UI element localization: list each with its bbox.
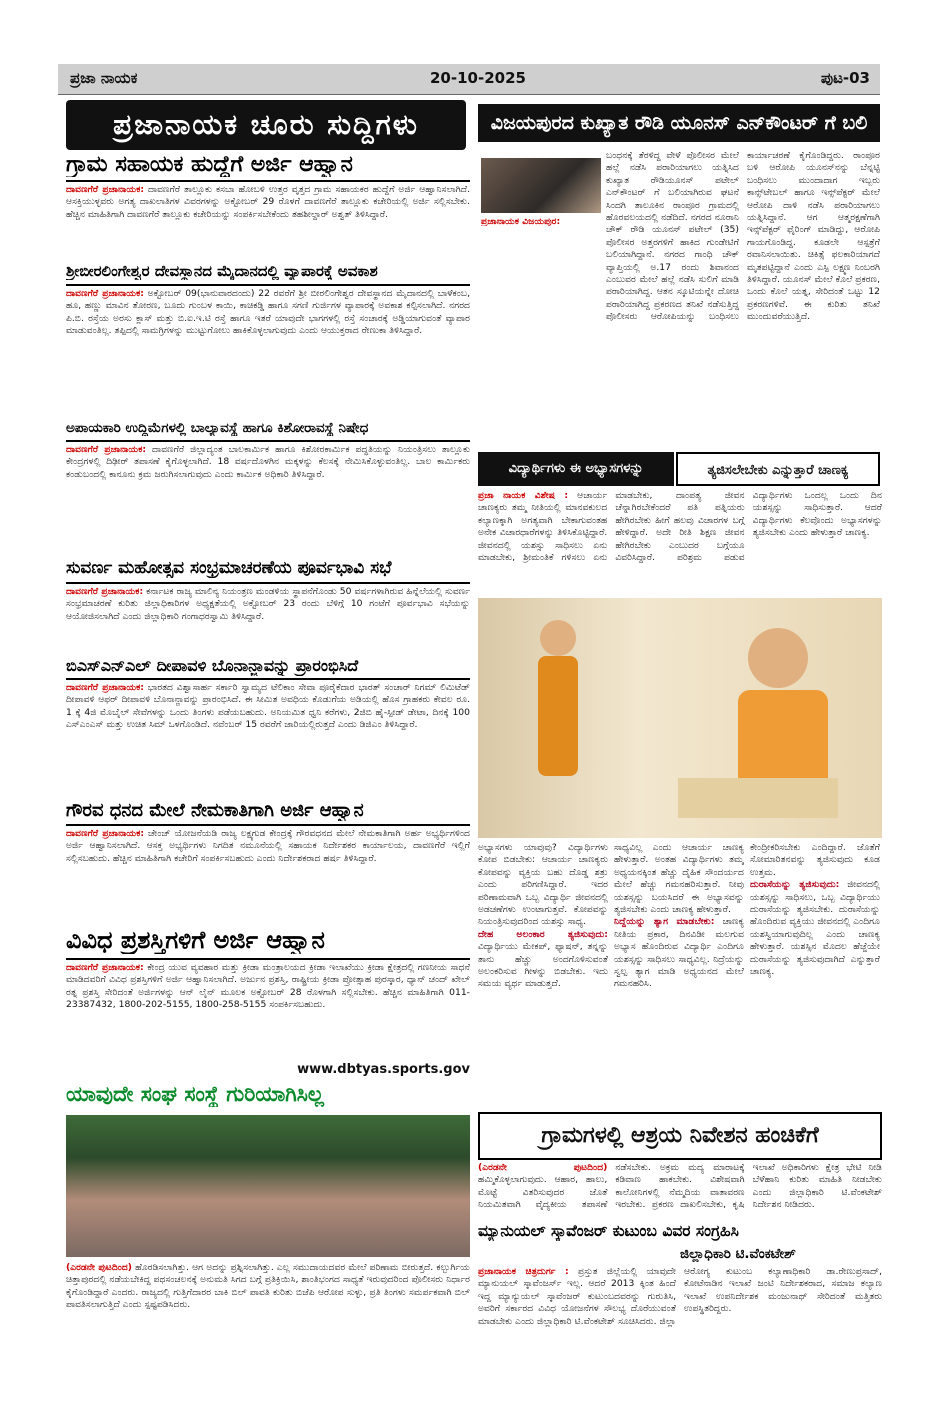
dateline: ದಾವಣಗೆರೆ ಪ್ರಜಾನಾಯಕ: bbox=[66, 682, 144, 693]
chanakya-banner-part2: ತ್ಯಜಿಸಲೇಬೇಕು ಎನ್ನುತ್ತಾರೆ ಚಾಣಕ್ಯ bbox=[676, 452, 880, 486]
divider bbox=[66, 582, 470, 584]
divider bbox=[66, 284, 470, 286]
manual-body bbox=[478, 1266, 882, 1358]
dateline: (ಎರಡನೇ ಪುಟದಿಂದ) bbox=[478, 1162, 608, 1173]
article-body bbox=[481, 216, 601, 226]
article-text: ದಾವಣಗೆರೆ ತಾಲ್ಲೂಕು ಕಸಬಾ ಹೋಬಳಿ ಉತ್ತರ ವೃತ್ತದ ಗ್ರಾಮ ಸಹಾಯಕರ ಹುದ್ದೆಗೆ ಅರ್ಜಿ ಆಹ್ವಾನಿಸಲಾಗಿದೆ. ಆಸಕ್ತಿಯುಳ್ಳವರು ಅಗತ್ಯ ದಾಖಲಾತಿಗಳ ವಿವರಗಳನ್ನು ಅಕ್ಟೋಬರ್ 29 ರೊಳಗೆ ದಾವಣಗೆರೆ ತಾಲ್ಲೂಕು ಕಚೇರಿಯಲ್ಲಿ ಅರ್ಜಿ ಸಲ್ಲಿಸಬೇಕು. ಹೆಚ್ಚಿನ ಮಾಹಿತಿಗಾಗಿ ದಾವಣಗೆರೆ ತಾಲ್ಲೂಕು ಕಚೇರಿಯನ್ನು ಸಂಪರ್ಕಿಸಬೇಕೆಂದು ತಹಶೀಲ್ದಾರ್ ಅಶ್ವತ್ ತಿಳಿಸಿದ್ದಾರೆ. bbox=[66, 184, 470, 220]
village-headline: ಗ್ರಾಮಗಳಲ್ಲಿ ಆಶ್ರಯ ನಿವೇಶನ ಹಂಚಿಕೆಗೆ bbox=[478, 1112, 882, 1160]
chanakya-banner-part1: ವಿದ್ಯಾರ್ಥಿಗಳು ಈ ಅಭ್ಯಾಸಗಳನ್ನು bbox=[478, 452, 674, 486]
article-headline: ಗ್ರಾಮ ಸಹಾಯಕ ಹುದ್ದೆಗೆ ಅರ್ಜಿ ಆಹ್ವಾನ bbox=[66, 152, 353, 177]
article-text: ಕರ್ನಾಟಕ ರಾಜ್ಯ ಮಾಲಿನ್ಯ ನಿಯಂತ್ರಣ ಮಂಡಳಿಯ ಸ್ಥಾಪನೆಗೊಂಡು 50 ವರ್ಷಗಳಾಗಿರುವ ಹಿನ್ನೆಲೆಯಲ್ಲಿ ಸುವರ್ಣ ಸಂಭ್ರಮಾಚರಣೆ ಕುರಿತು ಜಿಲ್ಲಾಧಿಕಾರಿಗಳ ಅಧ್ಯಕ್ಷತೆಯಲ್ಲಿ ಅಕ್ಟೋಬರ್ 23 ರಂದು ಬೆಳಿಗ್ಗೆ 10 ಗಂಟೆಗೆ ಪೂರ್ವಭಾವಿ ಸಭೆಯನ್ನು ಆಯೋಜಿಸಲಾಗಿದೆ ಎಂದು ಜಿಲ್ಲಾಧಿಕಾರಿ ಗಂಗಾಧರಸ್ವಾಮಿ ತಿಳಿಸಿದ್ದಾರೆ. bbox=[66, 586, 470, 622]
article-body bbox=[66, 682, 470, 794]
chanakya-column-3 bbox=[750, 842, 880, 1104]
article-body bbox=[66, 444, 470, 552]
article-text: ಚಾಣಕ್ಯ ನೀತಿಯ ಪ್ರಕಾರ, ದಿನವಿಡೀ ಮಲಗುವ ಅಭ್ಯಾಸ ಹೊಂದಿರುವ ವಿದ್ಯಾರ್ಥಿ ಎಂದಿಗೂ ಯಶಸ್ಸನ್ನು ಸಾಧಿಸಲು ಸಾಧ್ಯವಿಲ್ಲ. ನಿದ್ರೆಯನ್ನು ಸ್ವಲ್ಪ ತ್ಯಾಗ ಮಾಡಿ ಅಧ್ಯಯನದ ಮೇಲೆ ಗಮನಹರಿಸಿ. bbox=[614, 916, 744, 990]
divider bbox=[66, 180, 470, 182]
chanakya-illustration bbox=[478, 598, 882, 838]
subheading: ನಿದ್ದೆಯನ್ನು ತ್ಯಾಗ ಮಾಡಬೇಕು: bbox=[614, 916, 715, 928]
article-body bbox=[66, 184, 470, 250]
article-text: ಆಚಾರ್ಯ ಚಾಣಕ್ಯರು ತಮ್ಮ ನೀತಿಯಲ್ಲಿ ಮಾನವಕುಲದ ಕಲ್ಯಾಣಕ್ಕಾಗಿ ಅಗತ್ಯವಾಗಿ ಬೇಕಾಗುವಂತಹ ಅನೇಕ ವಿಚಾರಧಾರೆಗಳನ್ನು ತಿಳಿಸಿಕೊಟ್ಟಿದ್ದಾರೆ. ಜೀವನದಲ್ಲಿ ಯಶಸ್ಸು ಸಾಧಿಸಲು ಏನು ಮಾಡಬೇಕು, ಶ್ರೀಮಂತಿಕೆ ಗಳಿಸಲು ಏನು ಮಾಡಬೇಕು, ದಾಂಪತ್ಯ ಜೀವನ ಚೆನ್ನಾಗಿರಬೇಕೆಂದರೆ ಪತಿ ಪತ್ನಿಯರು ಹೇಗಿರಬೇಕು ಹೀಗೆ ಹಲವು ವಿಚಾರಗಳ ಬಗ್ಗೆ ಹೇಳಿದ್ದಾರೆ. ಅದೇ ರೀತಿ ಶಿಕ್ಷಣ ಜೀವನ ಹೇಗಿರಬೇಕು ಎಂಬುದರ ಬಗ್ಗೆಯೂ ವಿವರಿಸಿದ್ದಾರೆ. ಪರಿಶ್ರಮ ಪಡುವ ವಿದ್ಯಾರ್ಥಿಗಳು ಒಂದಲ್ಲ ಒಂದು ದಿನ ಯಶಸ್ಸನ್ನು ಸಾಧಿಸುತ್ತಾರೆ. ಆದರೆ ವಿದ್ಯಾರ್ಥಿಗಳು ಕೆಲವೊಂದು ಅಭ್ಯಾಸಗಳನ್ನು ತ್ಯಜಿಸಬೇಕು ಎಂದು ಹೇಳುತ್ತಾರೆ ಚಾಣಕ್ಯ. bbox=[478, 490, 882, 564]
divider bbox=[66, 440, 470, 442]
article-headline: ಸುವರ್ಣ ಮಹೋತ್ಸವ ಸಂಭ್ರಮಾಚರಣೆಯ ಪೂರ್ವಭಾವಿ ಸಭೆ bbox=[66, 558, 392, 578]
gun-photo bbox=[481, 158, 601, 213]
chanakya-intro bbox=[478, 490, 882, 594]
article-body bbox=[66, 586, 470, 650]
article-text: ಕೇಂದ್ರೀಕರಿಸಬೇಕು ಎಂದಿದ್ದಾರೆ. ಜೊತೆಗೆ ಸೋಮಾರಿತನವನ್ನು ತ್ಯಜಿಸುವುದು ಕೂಡ ಉತ್ತಮ. bbox=[750, 842, 880, 878]
dateline: ದಾವಣಗೆರೆ ಪ್ರಜಾನಾಯಕ: bbox=[66, 828, 145, 839]
dateline: ಪ್ರಜಾ ನಾಯಕ ವಿಶೇಷ : bbox=[478, 490, 569, 501]
chanakya-column-2 bbox=[614, 842, 744, 1104]
encounter-text: ಬಂಧನಕ್ಕೆ ತೆರಳಿದ್ದ ವೇಳೆ ಪೊಲೀಸರ ಮೇಲೆ ಹಲ್ಲೆ ನಡೆಸಿ ಪರಾರಿಯಾಗಲು ಯತ್ನಿಸಿದ ಕುಖ್ಯಾತ ರೌಡಿಯೂನಸ್ ಪಟೇಲ್ ಎನ್‌ಕೌಂಟರ್ ಗೆ ಬಲಿಯಾಗಿರುವ ಘಟನೆ ಸಿಂದಗಿ ತಾಲೂಕಿನ ರಾಂಪೂರ ಗ್ರಾಮದಲ್ಲಿ ಹೊರವಲಯದಲ್ಲಿ ನಡೆದಿದೆ. ನಗರದ ನೂರಾನಿ ಚೌಕ್ ರೌಡಿ ಯೂನಸ್ ಪಟೇಲ್ (35) ಪೊಲೀಸರ ಅತ್ತರಗಳಿಗೆ ಹಾಕಿದ ಗುಂಡೇಟಿಗೆ ಬಲಿಯಾಗಿದ್ದಾನೆ. ನಗರದ ಗಾಂಧಿ ಚೌಕ್ ವ್ಯಾಪ್ತಿಯಲ್ಲಿ ಅ.17 ರಂದು ಶಿವಾನಂದ ಎಂಬುವರ ಮೇಲೆ ಹಲ್ಲೆ ನಡೆಸಿ ಸುಲಿಗೆ ಮಾಡಿ ಪರಾರಿಯಾಗಿದ್ದ. ಆತನ ಸ್ಕೂಟಿಯನ್ನೇ ದೋಚಿ ಪರಾರಿಯಾಗಿದ್ದ ಪ್ರಕರಣದ ತನಿಖೆ ನಡೆಸುತ್ತಿದ್ದ ಪೊಲೀಸರು ಆರೋಪಿಯನ್ನು ಬಂಧಿಸಲು ಕಾರ್ಯಾಚರಣೆ ಕೈಗೊಂಡಿದ್ದರು. ರಾಂಪೂರ ಬಳಿ ಆರೋಪಿ ಯೂನಸ್‌ನನ್ನು ಬೆನ್ನಟ್ಟಿ ಬಂಧಿಸಲು ಮುಂದಾದಾಗ ಇಬ್ಬರು ಕಾನ್ಸ್‌ಟೇಬಲ್ ಹಾಗೂ ಇನ್ಸ್‌ಪೆಕ್ಟರ್ ಮೇಲೆ ಆರೋಪಿ ದಾಳಿ ನಡೆಸಿ ಪರಾರಿಯಾಗಲು ಯತ್ನಿಸಿದ್ದಾನೆ. ಆಗ ಆತ್ಮರಕ್ಷಣೆಗಾಗಿ ಇನ್ಸ್‌ಪೆಕ್ಟರ್ ಫೈರಿಂಗ್ ಮಾಡಿದ್ದು, ಆರೋಪಿ ಗಾಯಗೊಂಡಿದ್ದ. ಕೂಡಲೇ ಆಸ್ಪತ್ರೆಗೆ ರವಾನಿಸಲಾಯಿತು. ಚಿಕಿತ್ಸೆ ಫಲಕಾರಿಯಾಗದೆ ಮೃತಪಟ್ಟಿದ್ದಾನೆ ಎಂದು ಎಸ್ಪಿ ಲಕ್ಷ್ಮಣ ನಿಂಬರಗಿ ತಿಳಿಸಿದ್ದಾರೆ. ಯೂನಸ್ ಮೇಲೆ ಕೊಲೆ ಪ್ರಕರಣ, ಒಂದು ಕೊಲೆ ಯತ್ನ, ಸೇರಿದಂತೆ ಒಟ್ಟು 12 ಪ್ರಕರಣಗಳಿವೆ. ಈ ಕುರಿತು ತನಿಖೆ ಮುಂದುವರೆಯುತ್ತಿದೆ. bbox=[606, 150, 880, 323]
article-headline: ಶ್ರೀಬೀರಲಿಂಗೇಶ್ವರ ದೇವಸ್ಥಾನದ ಮೈದಾನದಲ್ಲಿ ವ್ಯಾಪಾರಕ್ಕೆ ಅವಕಾಶ bbox=[66, 262, 378, 280]
divider bbox=[66, 678, 470, 680]
website-url: www.dbtyas.sports.gov bbox=[297, 1062, 470, 1077]
article-text: ಭಾರತದ ವಿಶ್ವಾಸಾರ್ಹ ಸರ್ಕಾರಿ ಸ್ವಾಮ್ಯದ ಟೆಲಿಕಾಂ ಸೇವಾ ಪೂರೈಕೆದಾರ ಭಾರತ್ ಸಂಚಾರ್ ನಿಗಮ್ ಲಿಮಿಟೆಡ್ ದೀಪಾವಳಿ ಆಫರ್ ದೀಪಾವಳಿ ಬೊನಾನ್ಜಾವನ್ನು ಪ್ರಾರಂಭಿಸಿದೆ. ಈ ಸೀಮಿತ ಅವಧಿಯ ಕೊಡುಗೆಯ ಅಡಿಯಲ್ಲಿ ಹೊಸ ಗ್ರಾಹಕರು ಕೇವಲ ರೂ. 1 ಕ್ಕೆ 4ಜಿ ಮೊಬೈಲ್ ಸೇವೆಗಳನ್ನು ಒಂದು ತಿಂಗಳು ಪಡೆಯಬಹುದು. ಅನಿಯಮಿತ ಧ್ವನಿ ಕರೆಗಳು, 2ಜಿಬಿ ಹೈ-ಸ್ಪೀಡ್ ಡೇಟಾ, ದಿನಕ್ಕೆ 100 ಎಸ್‌ಎಂಎಸ್ ಮತ್ತು ಉಚಿತ ಸಿಮ್ ಒಳಗೊಂಡಿದೆ. ನವೆಂಬರ್ 15 ರವರೆಗೆ ಜಾರಿಯಲ್ಲಿರುತ್ತದೆ ಎಂದು ಡಿಜಿಎಂ ತಿಳಿಸಿದ್ದಾರೆ. bbox=[66, 682, 470, 731]
issue-date: 20-10-2025 bbox=[430, 69, 526, 87]
manual-headline: ಮ್ಯಾನುಯಲ್ ಸ್ಕಾವೆಂಜರ್ ಕುಟುಂಬ ವಿವರ ಸಂಗ್ರಹಿಸಿ bbox=[478, 1222, 739, 1240]
dateline: ಪ್ರಜಾನಾಯಕ ಚಿತ್ರದುರ್ಗ : bbox=[478, 1266, 569, 1277]
dateline: (ಎರಡನೇ ಪುಟದಿಂದ) bbox=[66, 1262, 132, 1273]
dateline: ದಾವಣಗೆರೆ ಪ್ರಜಾನಾಯಕ: bbox=[66, 444, 147, 455]
article-headline: ಬಿಎಸ್‌ಎನ್‌ಎಲ್ ದೀಪಾವಳಿ ಬೊನಾನ್ಜಾವನ್ನು ಪ್ರಾರಂಭಿಸಿದೆ bbox=[66, 656, 359, 675]
briefs-banner: ಪ್ರಜಾನಾಯಕ ಚೂರು ಸುದ್ದಿಗಳು bbox=[66, 100, 466, 150]
article-text: ಪ್ರಸ್ತುತ ಜಿಲ್ಲೆಯಲ್ಲಿ ಯಾವುದೇ ಮ್ಯಾನುಯಲ್ ಸ್ಕಾವೆಂಜರ್ಸ್ ಇಲ್ಲ. ಆದರೆ 2013 ಕ್ಕಿಂತ ಹಿಂದೆ ಇದ್ದ ಮ್ಯಾನ್ಯುಯಲ್ ಸ್ಕಾವೆಂಜರ್ ಕುಟುಂಬದವರನ್ನು ಗುರುತಿಸಿ, ಅವರಿಗೆ ಸರ್ಕಾರದ ವಿವಿಧ ಯೋಜನೆಗಳ ಸೌಲಭ್ಯ ದೊರೆಯುವಂತೆ ಮಾಡಬೇಕು ಎಂದು ಜಿಲ್ಲಾಧಿಕಾರಿ ಟಿ.ವೆಂಕಟೇಶ್ ಸೂಚಿಸಿದರು. ಜಿಲ್ಲಾ ಆರೋಗ್ಯ ಕುಟುಂಬ ಕಲ್ಯಾಣಾಧಿಕಾರಿ ಡಾ.ರೇಣುಪ್ರಸಾದ್, ಕೋಟೆನಾಡಿನ ಇಲಾಖೆ ಜಂಟಿ ನಿರ್ದೇಶಕರಾದ, ಸಮಾಜ ಕಲ್ಯಾಣ ಇಲಾಖೆ ಉಪನಿರ್ದೇಶಕ ಮಂಜುನಾಥ್ ಸೇರಿದಂತೆ ಮತ್ತಿತರು ಉಪಸ್ಥಿತರಿದ್ದರು. bbox=[478, 1266, 882, 1327]
article-text: ಹೊರಡಿಸಲಾಗಿತ್ತು. ಆಗ ಅದನ್ನು ಪ್ರಶ್ನಿಸಲಾಗಿತ್ತು. ಎಲ್ಲ ಸಮುದಾಯದವರ ಮೇಲೆ ಪರಿಣಾಮ ಬೀರುತ್ತದೆ. ಕಲ್ಬುರ್ಗಿಯ ಚಿತ್ತಾಪುರದಲ್ಲಿ ನಡೆಯಬೇಕಿದ್ದ ಪಥಸಂಚಲನಕ್ಕೆ ಅನುಮತಿ ಸಿಗದ ಬಗ್ಗೆ ಪ್ರತಿಕ್ರಿಯಿಸಿ, ಶಾಂತಿಭಂಗದ ಸಾಧ್ಯತೆ ಇರುವುದರಿಂದ ಪೊಲೀಸರು ನಿರ್ಧಾರ ಕೈಗೊಂಡಿದ್ದಾರೆ ಎಂದರು. ರಾಜ್ಯದಲ್ಲಿ ಗುತ್ತಿಗೆದಾರರ ಬಾಕಿ ಬಿಲ್ ಪಾವತಿ ಕುರಿತು ಬಿಜೆಪಿ ಆರೋಪ ಸುಳ್ಳು, ಪ್ರತಿ ತಿಂಗಳು ಸಮರ್ಪಕವಾಗಿ ಬಿಲ್ ಪಾವತಿಸಲಾಗುತ್ತಿದೆ ಎಂದು ಸ್ಪಷ್ಟಪಡಿಸಿದರು. bbox=[66, 1262, 470, 1311]
article-body bbox=[66, 962, 470, 1062]
article-headline: ಅಪಾಯಕಾರಿ ಉದ್ದಿಮೆಗಳಲ್ಲಿ ಬಾಲ್ಯಾವಸ್ಥೆ ಹಾಗೂ ಕಿಶೋರಾವಸ್ಥೆ ನಿಷೇಧ bbox=[66, 420, 369, 436]
article-text: ಹಮ್ಮಿಕೊಳ್ಳಲಾಗುವುದು. ಆಹಾರ, ಹಾಲು, ಮೊಟ್ಟೆ ವಿತರಿಸುವುದರ ಜೊತೆ ನಿಯಮಿತವಾಗಿ ವೈದ್ಯಕೀಯ ತಪಾಸಣೆ ನಡೆಸಬೇಕು. ಅಕ್ರಮ ಮದ್ಯ ಮಾರಾಟಕ್ಕೆ ಕಡಿವಾಣ ಹಾಕಬೇಕು. ವಿಶೇಷವಾಗಿ ಕಾಲೋನಿಗಳಲ್ಲಿ ನೆಮ್ಮದಿಯ ವಾತಾವರಣ ಇರಬೇಕು. ಪ್ರಕರಣ ದಾಖಲಿಸಬೇಕು, ಕೃಷಿ ಇಲಾಖೆ ಅಧಿಕಾರಿಗಳು ಕ್ಷೇತ್ರ ಭೇಟಿ ನೀಡಿ ಬೆಳೆಹಾನಿ ಕುರಿತು ಮಾಹಿತಿ ನೀಡಬೇಕು ಎಂದು ಜಿಲ್ಲಾಧಿಕಾರಿ ಟಿ.ವೆಂಕಟೇಶ್ ನಿರ್ದೇಶನ ನೀಡಿದರು. bbox=[478, 1162, 882, 1211]
dateline: ದಾವಣಗೆರೆ ಪ್ರಜಾನಾಯಕ: bbox=[66, 184, 145, 195]
article-text: ಜೀವನದಲ್ಲಿ ಯಶಸ್ಸನ್ನು ಸಾಧಿಸಲು, ಒಬ್ಬ ವಿದ್ಯಾರ್ಥಿಯು ದುರಾಸೆಯನ್ನು ತ್ಯಜಿಸಬೇಕು. ದುರಾಸೆಯನ್ನು ಹೊಂದಿರುವ ವ್ಯಕ್ತಿಯು ಜೀವನದಲ್ಲಿ ಎಂದಿಗೂ ಯಶಸ್ವಿಯಾಗುವುದಿಲ್ಲ ಎಂದು ಚಾಣಕ್ಯ ಹೇಳುತ್ತಾರೆ. ಯಶಸ್ಸಿನ ಮೊದಲ ಹೆಜ್ಜೆಯೇ ದುರಾಸೆಯನ್ನು ತ್ಯಜಿಸುವುದಾಗಿದೆ ಎನ್ನುತ್ತಾರೆ ಚಾಣಕ್ಯ. bbox=[750, 879, 880, 978]
article-headline: ಗೌರವ ಧನದ ಮೇಲೆ ನೇಮಕಾತಿಗಾಗಿ ಅರ್ಜಿ ಆಹ್ವಾನ bbox=[66, 800, 364, 821]
article-text: ದಾವಣಗೆರೆ ಜಿಲ್ಲಾದ್ಯಂತ ಬಾಲಕಾರ್ಮಿಕ ಹಾಗೂ ಕಿಶೋರಕಾರ್ಮಿಕ ಪದ್ಧತಿಯನ್ನು ನಿಯಂತ್ರಿಸಲು ತಾಲ್ಲೂಕು ಕೇಂದ್ರಗಳಲ್ಲಿ ದಿಢೀರ್ ತಪಾಸಣೆ ಕೈಗೊಳ್ಳಲಾಗಿದೆ. 18 ವರ್ಷದೊಳಗಿನ ಮಕ್ಕಳನ್ನು ಕೆಲಸಕ್ಕೆ ನೇಮಿಸಿಕೊಳ್ಳುವಂತಿಲ್ಲ. ಬಾಲ ಕಾರ್ಮಿಕರು ಕಂಡುಬಂದಲ್ಲಿ ಕಾನೂನು ಕ್ರಮ ಜರುಗಿಸಲಾಗುವುದು ಎಂದು ಕಾರ್ಮಿಕ ಅಧಿಕಾರಿ ತಿಳಿಸಿದ್ದಾರೆ. bbox=[66, 444, 470, 480]
dateline: ಪ್ರಜಾನಾಯಕ ವಿಜಯಪುರ: bbox=[481, 216, 561, 226]
subheading: ದೇಹ ಅಲಂಕಾರ ತ್ಯಜಿಸುವುದು: bbox=[478, 928, 608, 940]
article-headline: ಯಾವುದೇ ಸಂಘ ಸಂಸ್ಥೆ ಗುರಿಯಾಗಿಸಿಲ್ಲ bbox=[66, 1082, 324, 1106]
paper-name: ಪ್ರಜಾ ನಾಯಕ bbox=[70, 69, 138, 87]
dateline: ದಾವಣಗೆರೆ ಪ್ರಜಾನಾಯಕ: bbox=[66, 962, 144, 973]
divider bbox=[66, 958, 470, 960]
article-headline: ವಿವಿಧ ಪ್ರಶಸ್ತಿಗಳಿಗೆ ಅರ್ಜಿ ಆಹ್ವಾನ bbox=[66, 926, 325, 954]
page-number: ಪುಟ-03 bbox=[820, 69, 870, 87]
encounter-headline: ವಿಜಯಪುರದ ಕುಖ್ಯಾತ ರೌಡಿ ಯೂನಸ್ ಎನ್‌ಕೌಂಟರ್ ಗೆ ಬಲಿ bbox=[478, 104, 880, 142]
article-text: ಚೇಂಜ್ ಯೋಜನೆಯಡಿ ರಾಜ್ಯ ಲಕ್ಷ್ಯಗುಡ ಕೇಂದ್ರಕ್ಕೆ ಗೌರವಧನದ ಮೇಲೆ ನೇಮಕಾತಿಗಾಗಿ ಅರ್ಹ ಅಭ್ಯರ್ಥಿಗಳಿಂದ ಅರ್ಜಿ ಆಹ್ವಾನಿಸಲಾಗಿದೆ. ಆಸಕ್ತ ಅಭ್ಯರ್ಥಿಗಳು ನಿಗದಿತ ನಮೂನೆಯಲ್ಲಿ ಸಹಾಯಕ ನಿರ್ದೇಶಕರ ಕಾರ್ಯಾಲಯ, ದಾವಣಗೆರೆ ಇಲ್ಲಿಗೆ ಸಲ್ಲಿಸಬಹುದು. ಹೆಚ್ಚಿನ ಮಾಹಿತಿಗಾಗಿ ಕಚೇರಿಗೆ ಸಂಪರ್ಕಿಸಬಹುದು ಎಂದು ನಿರ್ದೇಶಕರಾದ ಹರ್ಷ ತಿಳಿಸಿದ್ದಾರೆ. bbox=[66, 828, 470, 864]
article-text: ಕೇಂದ್ರ ಯುವ ವ್ಯವಹಾರ ಮತ್ತು ಕ್ರೀಡಾ ಮಂತ್ರಾಲಯದ ಕ್ರೀಡಾ ಇಲಾಖೆಯು ಕ್ರೀಡಾ ಕ್ಷೇತ್ರದಲ್ಲಿ ಗಣನೀಯ ಸಾಧನೆ ಮಾಡಿದವರಿಗೆ ವಿವಿಧ ಪ್ರಶಸ್ತಿಗಳಿಗೆ ಅರ್ಜಿ ಆಹ್ವಾನಿಸಲಾಗಿದೆ. ಅರ್ಜುನ ಪ್ರಶಸ್ತಿ, ರಾಷ್ಟ್ರೀಯ ಕ್ರೀಡಾ ಪ್ರೋತ್ಸಾಹ ಪುರಸ್ಕಾರ, ಧ್ಯಾನ್ ಚಂದ್ ಖೇಲ್ ರತ್ನ ಪ್ರಶಸ್ತಿ ಸೇರಿದಂತೆ ಅರ್ಜಿಗಳನ್ನು ಆನ್ ಲೈನ್ ಮೂಲಕ ಅಕ್ಟೋಬರ್ 28 ರೊಳಗಾಗಿ ಸಲ್ಲಿಸಬೇಕು. ಹೆಚ್ಚಿನ ಮಾಹಿತಿಗಾಗಿ 011-23387432, 1800-202-5155, 1800-258-5155 ಸಂಪರ್ಕಿಸಬಹುದು. bbox=[66, 962, 470, 1011]
article-body bbox=[66, 828, 470, 920]
manual-subhead: ಜಿಲ್ಲಾಧಿಕಾರಿ ಟಿ.ವೆಂಕಟೇಶ್ bbox=[680, 1246, 796, 1262]
dateline: ದಾವಣಗೆರೆ ಪ್ರಜಾನಾಯಕ: bbox=[66, 586, 144, 597]
crowd-photo bbox=[66, 1115, 470, 1257]
chanakya-column-1 bbox=[478, 842, 608, 1104]
subheading: ದುರಾಸೆಯನ್ನು ತ್ಯಜಿಸುವುದು: bbox=[750, 879, 840, 891]
article-text: ಸಾಧ್ಯವಿಲ್ಲ ಎಂದು ಆಚಾರ್ಯ ಚಾಣಕ್ಯ ಹೇಳುತ್ತಾರೆ. ಅಂತಹ ವಿದ್ಯಾರ್ಥಿಗಳು ತಮ್ಮ ಅಧ್ಯಯನಕ್ಕಿಂತ ಹೆಚ್ಚು ದೈಹಿಕ ಸೌಂದರ್ಯದ ಮೇಲೆ ಹೆಚ್ಚು ಗಮನಹರಿಸುತ್ತಾರೆ. ನೀವು ಯಶಸ್ಸನ್ನು ಬಯಸಿದರೆ ಈ ಅಭ್ಯಾಸವನ್ನು ತ್ಯಜಿಸಬೇಕು ಎಂದು ಚಾಣಕ್ಯ ಹೇಳುತ್ತಾರೆ. bbox=[614, 842, 744, 916]
article-body bbox=[66, 1262, 470, 1358]
dateline: ದಾವಣಗೆರೆ ಪ್ರಜಾನಾಯಕ: bbox=[66, 288, 144, 299]
article-text: ಅಭ್ಯಾಸಗಳು ಯಾವುವು? ವಿದ್ಯಾರ್ಥಿಗಳು ಕೋಪ ಬಿಡಬೇಕು: ಆಚಾರ್ಯ ಚಾಣಕ್ಯರು ಕೋಪವನ್ನು ವ್ಯಕ್ತಿಯ ಬಹು ದೊಡ್ಡ ಶತ್ರು ಎಂದು ಪರಿಗಣಿಸಿದ್ದಾರೆ. ಇದರ ಪರಿಣಾಮವಾಗಿ ಒಬ್ಬ ವಿದ್ಯಾರ್ಥಿ ಜೀವನದಲ್ಲಿ ಅಡಚಣೆಗಳು ಉಂಟಾಗುತ್ತವೆ. ಕೋಪವನ್ನು ನಿಯಂತ್ರಿಸುವುದರಿಂದ ಯಶಸ್ಸು ಸಾಧ್ಯ. bbox=[478, 842, 608, 928]
village-body bbox=[478, 1162, 882, 1218]
chanakya-figures-icon bbox=[478, 598, 882, 838]
page-header bbox=[58, 64, 880, 95]
article-body bbox=[66, 288, 470, 410]
divider bbox=[66, 824, 470, 826]
article-text: ವಿದ್ಯಾರ್ಥಿಯು ಮೇಕಪ್, ಫ್ಯಾಷನ್, ತನ್ನನ್ನು ತಾನು ಹೆಚ್ಚು ಅಂದಗೊಳಿಸುವಂತೆ ಅಲಂಕರಿಸುವ ಗೀಳನ್ನು ಬಿಡಬೇಕು. ಇದು ಸಮಯ ವ್ಯರ್ಥ ಮಾಡುತ್ತದೆ. bbox=[478, 941, 608, 990]
article-text: ಅಕ್ಟೋಬರ್ 09(ಭಾನುವಾರದಂದು) 22 ರವರೆಗೆ ಶ್ರೀ ಬೀರಲಿಂಗೇಶ್ವರ ದೇವಸ್ಥಾನದ ಮೈದಾನದಲ್ಲಿ ಬಾಳೆಕಂಬ, ಹೂ, ಹಣ್ಣು ಮಾವಿನ ತೋರಣ, ಬೂದು ಗುಂಬಳ ಕಾಯಿ, ಕಾಚಿಕಡ್ಡಿ ಹಾಗೂ ಸಗಣಿ ಗುರ್ಜಿಗಳ ವ್ಯಾಪಾರಕ್ಕೆ ಅವಕಾಶ ಕಲ್ಪಿಸಲಾಗಿದೆ. ನಗರದ ಪಿ.ಬಿ. ರಸ್ತೆಯ ಅರಸು ಕ್ಲಾಸ್ ಮತ್ತು ಬಿ.ಐ.ಇ.ಟಿ ರಸ್ತೆ ಹಾಗೂ ಇತರೆ ಯಾವುದೇ ಭಾಗಗಳಲ್ಲಿ ರಸ್ತೆ ಸಂಚಾರಕ್ಕೆ ಅಡ್ಡಿಯಾಗುವಂತೆ ವ್ಯಾಪಾರ ಮಾಡುವಂತಿಲ್ಲ. ತಪ್ಪಿದಲ್ಲಿ ಸಾಮಗ್ರಿಗಳನ್ನು ಮುಟ್ಟುಗೋಲು ಹಾಕಿಕೊಳ್ಳಲಾಗುವುದು ಎಂದು ಆಯುಕ್ತರಾದ ರೇಣುಕಾ ತಿಳಿಸಿದ್ದಾರೆ. bbox=[66, 288, 470, 337]
